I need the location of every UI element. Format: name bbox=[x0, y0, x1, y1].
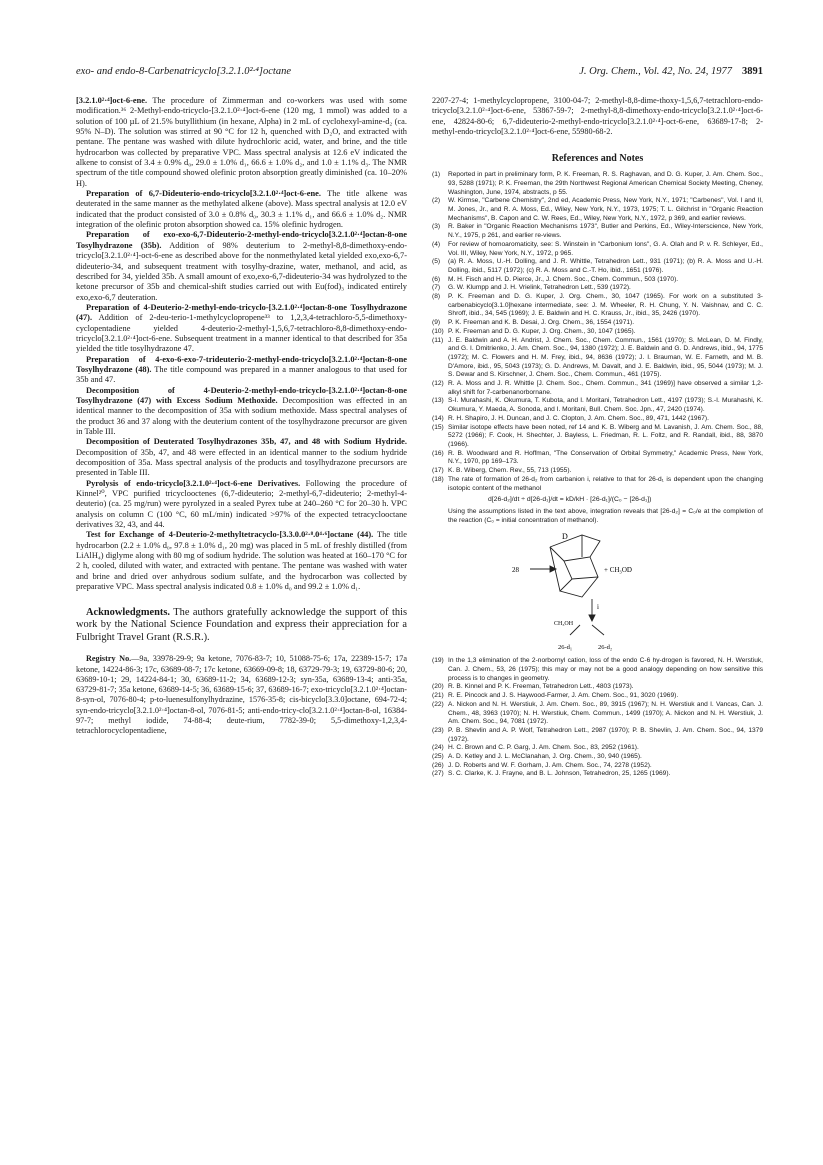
reference-number: (15) bbox=[432, 423, 444, 431]
paragraph-text: The title compound was prepared in a manner analogous to that used for 35b and 47. bbox=[76, 364, 408, 385]
bond-lines bbox=[550, 535, 600, 561]
reaction-scheme bbox=[432, 527, 763, 653]
registry-head: Registry No. bbox=[86, 654, 132, 664]
reference-item bbox=[432, 467, 763, 476]
label-28: 28 bbox=[512, 566, 519, 575]
journal-name: J. Org. Chem., Vol. 42, No. 24, 1977 bbox=[579, 66, 732, 77]
reference-number: (5) bbox=[432, 258, 441, 266]
reference-text: S. C. Clarke, K. J. Frayne, and B. L. Johnson, Tetrahedron, 25, 1265 (1969). bbox=[448, 770, 671, 778]
reference-item bbox=[432, 380, 763, 397]
acknowledgments bbox=[76, 607, 407, 645]
reference-number: (1) bbox=[432, 171, 441, 179]
reference-text: Using the assumptions listed in the text above, integration reveals that [26-d₂] = C₀/e at the completion of the reaction (C₀ = initial concentration of methanol). bbox=[448, 507, 763, 524]
reference-number: (2) bbox=[432, 197, 441, 205]
paragraph-head: Preparation of 4-exo-6-exo-7-trideuterio-2-methyl-endo-tricyclo[3.2.1.0²·⁴]octan-8-one Tosylhydrazone (48). bbox=[76, 354, 407, 374]
paragraph-text: The title hydrocarbon (2.2 ± 1.0% d₀, 97.8 ± 1.0% d₁, 20 mg) was placed in 5 mL of freshly distilled (from LiAlH₄) diglyme along with 80 mg of sodium hydride. The solution was heated at 160–170 °C for 2 h, cooled, diluted with water, and extracted with pentane. The pentane was washed with water and brine and dried over anhydrous sodium sulfate, and the hydrocarbon was collected by preparative VPC. Mass spectral analysis indicated 0.8 ± 1.0% d₀ and 99.2 ± 1.0% d₁. bbox=[76, 530, 407, 592]
reference-item bbox=[432, 424, 763, 450]
reference-text: R. E. Pincock and J. S. Haywood-Farmer, J. Am. Chem. Soc., 91, 3020 (1969). bbox=[448, 692, 679, 700]
paragraph-head: Test for Exchange of 4-Deuterio-2-methyltetracyclo-[3.3.0.0²·⁸.0⁴·⁶]octane (44). bbox=[86, 530, 374, 540]
reference-text: R. B. Kinnel and P. K. Freeman, Tetrahedron Lett., 4803 (1973). bbox=[448, 683, 634, 691]
reference-number: (8) bbox=[432, 293, 441, 301]
reference-item bbox=[432, 692, 763, 701]
paragraph-head: Preparation of 4-Deuterio-2-methyl-endo-tricyclo-[3.2.1.0²·⁴]octan-8-one Tosylhydrazone (47). bbox=[76, 302, 407, 323]
reference-text: The rate of formation of 26-d₂ from carbanion i, relative to that for 26-d₁ is dependent upon the changing isotopic content of the methanol bbox=[448, 475, 763, 492]
reference-number: (27) bbox=[432, 770, 444, 778]
reference-number: (6) bbox=[432, 275, 441, 283]
paragraph-text: The title alkene was deuterated in the same manner as the methylated alkene (above). Mass spectral analysis at 12.0 eV indicated that the product consisted of 3.0 ± 0.8% d₀, 30.3 ± 1.1% d₁, and 66.6 ± 1.0% d₂. NMR integration of the olefinic proton absorption showed ca. 15% olefinic hydrogen. bbox=[76, 189, 408, 230]
reference-number: (4) bbox=[432, 240, 441, 248]
journal-citation bbox=[579, 66, 763, 77]
reference-number: (24) bbox=[432, 744, 444, 752]
references-list bbox=[432, 171, 763, 525]
reference-number: (22) bbox=[432, 700, 444, 708]
reference-text: P. K. Freeman and D. G. Kuper, J. Org. Chem., 30, 1047 (1965). bbox=[448, 327, 636, 335]
reference-number: (9) bbox=[432, 319, 441, 327]
registry-numbers bbox=[76, 654, 407, 736]
reference-item bbox=[432, 337, 763, 381]
reference-item bbox=[432, 657, 763, 683]
reference-item bbox=[432, 197, 763, 223]
paragraph bbox=[76, 303, 407, 355]
reference-item bbox=[432, 770, 763, 779]
paragraph-text: Decomposition of 35b, 47, and 48 were effected in an identical manner to the sodium hydride decomposition of 35a. Mass spectral analysis of the products and tosylhydrazone precursors are presented in Table III. bbox=[76, 447, 407, 478]
reference-item bbox=[432, 744, 763, 753]
reference-text: M. H. Fisch and H. D. Pierce, Jr., J. Chem. Soc., Chem. Commun., 503 (1970). bbox=[448, 275, 679, 283]
reference-item bbox=[432, 701, 763, 727]
reference-item bbox=[432, 727, 763, 744]
reference-text: P. B. Shevlin and A. P. Wolf, Tetrahedron Lett., 2987 (1970); P. B. Shevlin, J. Am. Chem. Soc., 94, 1379 (1972). bbox=[448, 726, 763, 743]
running-title: exo- and endo-8-Carbenatricyclo[3.2.1.0²·⁴]octane bbox=[76, 66, 291, 77]
references-title: References and Notes bbox=[551, 153, 644, 165]
paragraph bbox=[76, 530, 407, 592]
label-i: i bbox=[597, 603, 599, 612]
reference-item bbox=[432, 415, 763, 424]
reference-text: R. H. Shapiro, J. H. Duncan, and J. C. Clopton, J. Am. Chem. Soc., 89, 471, 1442 (1967). bbox=[448, 414, 709, 422]
reference-number: (12) bbox=[432, 380, 444, 388]
reference-item bbox=[432, 293, 763, 319]
reference-number: (19) bbox=[432, 657, 444, 665]
paragraph bbox=[76, 437, 407, 478]
paragraph-head: Pyrolysis of endo-tricyclo[3.2.1.0²·⁴]oct-6-ene Derivatives. bbox=[86, 478, 301, 488]
label-26d1: 26-d₁ bbox=[558, 644, 573, 652]
paragraph-text: Decomposition was effected in an identical manner to the decomposition of 35a with sodium methoxide. Mass spectral analyses of the product 36 and 37 along with the deuterium content of the tosylhydrazone precursor are given in Table III. bbox=[76, 395, 407, 436]
label-ch3oh: CH₃OH bbox=[554, 621, 574, 628]
reference-number: (25) bbox=[432, 753, 444, 761]
paragraph-head: [3.2.1.0²·⁴]oct-6-ene. bbox=[76, 96, 148, 105]
left-column bbox=[76, 96, 407, 737]
reference-text: R. B. Woodward and R. Hoffman, "The Conservation of Orbital Symmetry," Academic Press, New York, N.Y., 1970, pp 169–173. bbox=[448, 449, 763, 466]
reference-item bbox=[432, 319, 763, 328]
paragraph bbox=[76, 479, 407, 531]
reference-item bbox=[432, 171, 763, 197]
reference-text: W. Kirmse, "Carbene Chemistry", 2nd ed, Academic Press, New York, N.Y., 1971; "Carbenes", Vol. I and II, M. Jones, Jr., and R. A. Moss, Ed., Wiley, New York, N.Y., 1973, 1975; T. L. Gilchrist in "Organic Reaction Mechanisms", B. Capon and C. W. Rees, Ed., Wiley, New York, N.Y., 1972, p 369, and earlier reviews. bbox=[448, 197, 763, 222]
reference-text: K. B. Wiberg, Chem. Rev., 55, 713 (1955). bbox=[448, 467, 572, 475]
reference-item bbox=[432, 762, 763, 771]
paragraph-head: Preparation of exo-exo-6,7-Dideuterio-2-methyl-endo-tricyclo[3.2.1.0²·⁴]octan-8-one Tosylhydrazone (35b). bbox=[76, 230, 407, 250]
reference-text: (a) R. A. Moss, U.-H. Dolling, and J. R. Whittle, Tetrahedron Lett., 931 (1971); (b) R. A. Moss and U.-H. Dolling, ibid., 5117 (1972); (c) R. A. Moss and C.-T. Ho, ibid., 1651 (1976). bbox=[448, 258, 763, 274]
reference-item bbox=[432, 397, 763, 414]
paragraph-text: The procedure of Zimmerman and co-workers was used with some modification.³⁶ 2-Methyl-endo-tricyclo-[3.2.1.0²·⁴]oct-6-ene (120 mg, 1 mmol) was added to a solution of 100 µL of 21.5% butyllithium (in hexane, Alpha) in 2 mL of cyclohexyl-amine-d₂ (ca. 95% N–D). The solution was stirred at 90 °C for 12 h, quenched with D₂O, and extracted with pentane. The pentane was washed with dilute hydrochloric acid, water, and brine, and the title hydrocarbon was collected by preparative VPC. Mass spectral analysis at 12.6 eV indicated the alkene to consist of 3.4 ± 0.9% d₀, 29.0 ± 1.0% d₁, 66.6 ± 1.0% d₂, and 1.0 ± 1.1% d₃. The NMR spectrum of the title compound showed olefinic proton absorption greatly diminished (ca. 10–20% H). bbox=[76, 96, 407, 188]
ack-text: The authors gratefully acknowledge the support of this work by the National Science Foundation and express their appreciation for a Fulbright Travel Grant (R.S.R.). bbox=[76, 606, 407, 643]
reference-text: J. D. Roberts and W. F. Gorham, J. Am. Chem. Soc., 74, 2278 (1952). bbox=[448, 761, 652, 769]
reference-number: (13) bbox=[432, 397, 444, 405]
paragraph-text: Addition of 2-deu-terio-1-methylcyclopropene³³ to 1,2,3,4-tetrachloro-5,5-dimethoxy-cyclopentadiene yielded 4-deuterio-2-methyl-1,5,6,7-tetrachloro-8,8-dimethoxy-endo-tricyclo[3.2.1.0²·⁴]oct-6-ene. Subsequent treatment in a manner identical to that described for 35a yielded the title tosylhydrazone 47. bbox=[76, 313, 407, 354]
reference-number: (10) bbox=[432, 327, 444, 335]
reference-text: J. E. Baldwin and A. H. Andrist, J. Chem. Soc., Chem. Commun., 1561 (1970); S. McLean, D. M. Findly, and G. I. Dmitrienko, J. Am. Chem. Soc., 94, 1380 (1972); J. E. Baldwin and G. D. Andrews, ibid., 94, 1775 (1972); M. C. Flowers and H. M. Frey, ibid., 94, 8636 (1972); J. I. Brauman, W. E. Farneth, and M. B. D'Amore, ibid., 95, 5043 (1973); G. D. Andrews, M. Davalt, and J. E. Baldwin, ibid., 95, 5044 (1973); M. J. S. Dewar and S. Kirschner, J. Chem. Soc., Chem. Commun., 461 (1975). bbox=[448, 336, 763, 379]
paragraph-head: Decomposition of 4-Deuterio-2-methyl-endo-tricyclo-[3.2.1.0²·⁴]octan-8-one Tosylhydrazone (47) with Excess Sodium Methoxide. bbox=[76, 385, 407, 405]
reference-text: S-I. Murahashi, K. Okumura, T. Kubota, and I. Moritani, Tetrahedron Lett., 4197 (1973); S.-I. Murahashi, K. Okumura, Y. Maeda, A. Sonoda, and I. Moritani, Bull. Chem. Soc. Jpn., 47, 2420 (1974). bbox=[448, 397, 763, 414]
reference-item bbox=[432, 276, 763, 285]
reference-number: (14) bbox=[432, 414, 444, 422]
reference-number: (21) bbox=[432, 692, 444, 700]
reference-text: A. D. Ketley and J. L. McClanahan, J. Org. Chem., 30, 940 (1965). bbox=[448, 753, 642, 761]
reaction-scheme-drawing bbox=[432, 527, 763, 653]
running-header bbox=[76, 66, 763, 80]
reference-text: A. Nickon and N. H. Werstiuk, J. Am. Chem. Soc., 89, 3915 (1967); N. H. Werstiuk and I. Vancas, Can. J. Chem., 48, 3963 (1970); N. H. Werstiuk, Chem. Commun., 1499 (1970); A. Nickon and N. H. Werstiuk, J. Am. Chem. Soc., 94, 7081 (1972). bbox=[448, 700, 763, 726]
right-column bbox=[432, 96, 763, 779]
registry-continued: 2207-27-4; 1-methylcyclopropene, 3100-04-7; 2-methyl-8,8-dime-thoxy-1,5,6,7-tetrachloro-endo-tricyclo[3.2.1.0²·⁴]oct-6-ene, 53867-59-7; 2-methyl-8,8-dimethoxy-endo-tricyclo[3.2.1.0²·⁴]oct-6-ene, 42824-80-6; 6,7-dideuterio-2-methyl-endo-tricyclo[3.2.1.0²·⁴]-oct-6-ene, 63689-17-8; 2-methyl-endo-tricyclo[3.2.1.0²·⁴]oct-6-ene, 55980-68-2. bbox=[432, 96, 763, 136]
reference-text: In the 1,3 elimination of the 2-norbornyl cation, loss of the endo C-6 hy-drogen is favored, N. H. Werstiuk, Can. J. Chem., 53, 26 (1975); this may or may not be a good analogy depending on how sensitive this process is to changes in geometry. bbox=[448, 657, 763, 682]
label-26d2: 26-d₂ bbox=[598, 644, 613, 652]
reference-item bbox=[432, 223, 763, 240]
reference-text: R. A. Moss and J. R. Whittle [J. Chem. Soc., Chem. Commun., 341 (1969)] have observed a similar 1,2-alkyl shift for 7-carbenanorbornane. bbox=[448, 380, 763, 396]
reference-item bbox=[432, 476, 763, 526]
page-number: 3891 bbox=[742, 66, 763, 77]
label-ch3od: + CH₃OD bbox=[604, 566, 632, 575]
reference-number: (17) bbox=[432, 467, 444, 475]
label-d: D bbox=[562, 532, 568, 542]
reference-item bbox=[432, 683, 763, 692]
reference-item bbox=[432, 450, 763, 467]
reference-text: G. W. Klumpp and J. H. Vrielink, Tetrahedron Lett., 539 (1972). bbox=[448, 284, 631, 292]
reference-text: R. Baker in "Organic Reaction Mechanisms 1973", Butler and Perkins, Ed., Wiley-Interscience, New York, N.Y., 1975, p 261, and earlier re-views. bbox=[448, 223, 763, 240]
reference-number: (23) bbox=[432, 726, 444, 734]
paragraph bbox=[76, 96, 407, 189]
paragraph-text: Addition of 98% deuterium to 2-methyl-8,8-dimethoxy-endo-tricyclo[3.2.1.0²·⁴]-oct-6-ene as described above for the nonmethylated ketal yielded exo,exo-6,7-dideuterio-34, and subsequent treatment with tosylhy-drazine, water, methanol, and acid, as described for 34, yielded 35b. A small amount of exo,exo-6,7-dideuterio-34 was hydrolyzed to the ketone precursor of 35b and chemical-shift studies carried out with Eu(fod)₃ indicated entirely exo,exo-6,7 deuteration. bbox=[76, 240, 407, 302]
reference-text: P. K. Freeman and D. G. Kuper, J. Org. Chem., 30, 1047 (1965). For work on a substituted 3-carbenabicyclo[3.1.0]hexane intermediate, see: J. M. Wheeler, R. H. Chung, Y. N. Vaishnav, and C. C. Shroff, ibid., 34, 545 (1969); J. E. Baldwin and H. C. Krauss, Jr., ibid., 35, 2426 (1970). bbox=[448, 293, 763, 318]
reference-item bbox=[432, 284, 763, 293]
registry-text: —9a, 33978-29-9; 9a ketone, 7076-83-7; 10, 51088-75-6; 17a, 22389-15-7; 17a ketone, 14224-86-3; 17c, 63689-08-7; 17c ketone, 63669-09-8; 18, 63729-79-3; 19, 63729-80-6; 20, 63689-10-1; 29, 14224-84-1; 30, 63689-11-2; 34, 63689-12-3; syn-35a, 63689-13-4; anti-35a, 63729-81-7; 35a ketone, 63689-14-5; 36, 63689-15-6; 37, 63689-16-7; exo-tricyclo[3.2.1.0²·⁴]octan-8-syn-ol, 7076-80-4; p-to-luenesulfonylhydrazine, 1576-35-8; cis-bicyclo[3.3.0]octane, 694-72-4; syn-endo-tricyclo[3.2.1.0²·⁴]octan-8-ol, 7076-81-5; anti-endo-tricy-clo[3.2.1.0²·⁴]octan-8-ol, 16384-97-7; methyl iodide, 74-88-4; deute-rium, 7782-39-0; 5,5-dimethoxy-1,2,3,4-tetrachlorocyclopentadiene, bbox=[76, 654, 407, 736]
reference-number: (3) bbox=[432, 223, 441, 231]
reference-number: (26) bbox=[432, 761, 444, 769]
reference-number: (7) bbox=[432, 284, 441, 292]
rate-equation: d[26-d₂]/dt ÷ d[26-d₁]/dt = kD/kH · [26-d₁]/(C₀ − [26-d₁]) bbox=[488, 496, 652, 504]
reference-text: P. K. Freeman and K. B. Desai, J. Org. Chem., 36, 1554 (1971). bbox=[448, 319, 635, 327]
reference-text: H. C. Brown and C. P. Garg, J. Am. Chem. Soc., 83, 2952 (1961). bbox=[448, 744, 639, 752]
paragraph bbox=[76, 386, 407, 438]
paragraph-text: Following the procedure of Kinnel²⁰, VPC purified tricyclooctenes (6,7-dideuterio; 2-methyl-6,7-dideuterio; 2-methyl-4-deuterio) (ca. 25 mg/run) were pyrolyzed in a sealed Pyrex tube at 240–260 °C for 20–30 h. VPC analysis on column C (100 °C, 60 mL/min) indicated >97% of the expected tetracyclooctane derivatives 32, 43, and 44. bbox=[76, 478, 408, 530]
reference-text: For review of homoaromaticity, see: S. Winstein in "Carbonium Ions", G. A. Olah and P. v. R. Schleyer, Ed., Vol. III, Wiley, New York, N.Y., 1972, p 965. bbox=[448, 240, 763, 257]
bond-lines bbox=[560, 577, 598, 597]
reference-text: Reported in part in preliminary form, P. K. Freeman, R. S. Raghavan, and D. G. Kuper, J. Am. Chem. Soc., 93, 5288 (1971); P. K. Freeman, the 29th Northwest Regional American Chemical Society Meeting, Cheney, Washington, June, 1974, abstracts, p 55. bbox=[448, 171, 763, 196]
reference-item bbox=[432, 753, 763, 762]
reference-number: (11) bbox=[432, 336, 444, 344]
reference-item bbox=[432, 241, 763, 258]
paragraph-head: Decomposition of Deuterated Tosylhydrazones 35b, 47, and 48 with Sodium Hydride. bbox=[86, 437, 407, 447]
paragraph bbox=[76, 189, 407, 230]
references-list-continued bbox=[432, 657, 763, 779]
paragraph-head: Preparation of 6,7-Dideuterio-endo-tricyclo[3.2.1.0²·⁴]oct-6-ene. bbox=[86, 189, 321, 199]
reference-item bbox=[432, 328, 763, 337]
ack-head: Acknowledgments. bbox=[86, 606, 170, 618]
reference-item bbox=[432, 258, 763, 275]
reference-number: (18) bbox=[432, 475, 444, 483]
paragraph bbox=[76, 230, 407, 302]
reference-number: (20) bbox=[432, 683, 444, 691]
reference-number: (16) bbox=[432, 449, 444, 457]
reference-text: Similar isotope effects have been noted, ref 14 and K. B. Wiberg and M. Lavanish, J. Am. Chem. Soc., 88, 5272 (1966); F. Cook, H. Shechter, J. Bayless, L. Friedman, R. L. Foltz, and R. Randall, ibid., 88, 3870 (1966). bbox=[448, 423, 763, 448]
paragraph bbox=[76, 355, 407, 386]
